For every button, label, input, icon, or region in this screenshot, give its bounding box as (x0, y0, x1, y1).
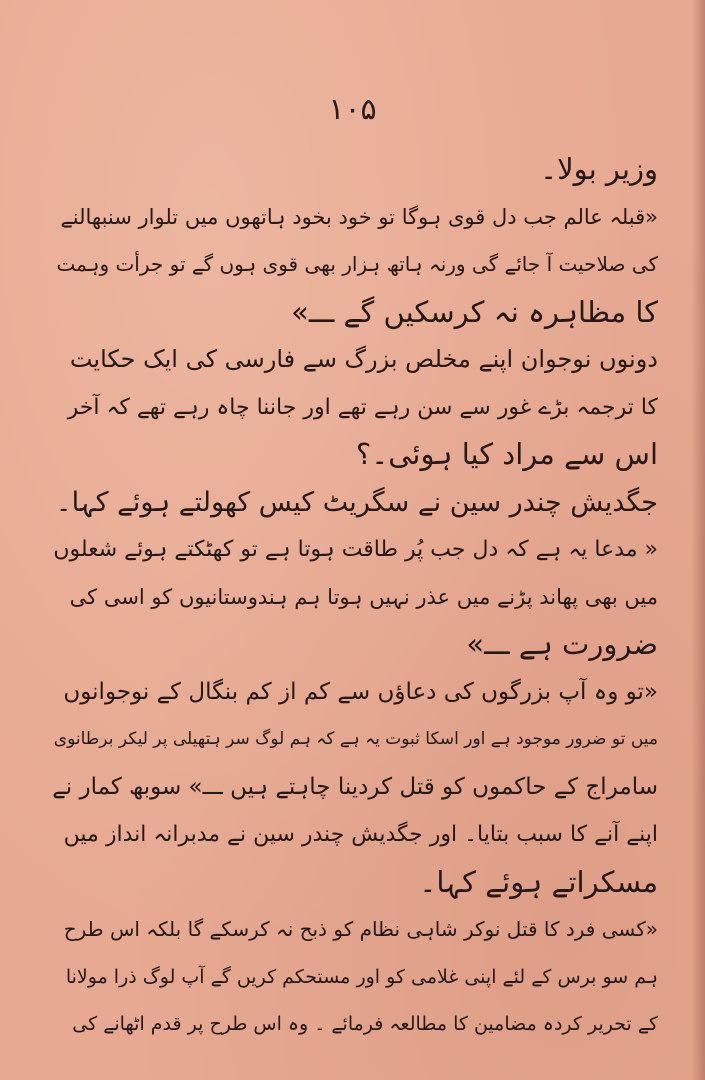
text-line: « مدعا یہ ہے کہ دل جب پُر طاقت ہوتا ہے تو کھٹکتے ہوئے شعلوں (53, 537, 658, 562)
page-body-text (46, 146, 658, 1049)
text-line: میں بھی پھاند پڑنے میں عذر نہیں ہوتا ہم ہندوستانیوں کو اسی کی (69, 584, 658, 609)
text-line: ہم سو برس کے لئے اپنی غلامی کو اور مستحکم کریں گے آپ لوگ ذرا مولانا (65, 965, 658, 988)
page-edge-shadow (691, 0, 705, 1080)
text-line: میں تو ضرور موجود ہے اور اسکا ثبوت یہ ہے کہ ہم لوگ سر ہتھیلی پر لیکر برطانوی (53, 729, 658, 749)
text-line: کا مظاہرہ نہ کرسکیں گے ـــ» (291, 294, 658, 329)
text-line: «کسی فرد کا قتل نوکر شاہی نظام کو ذبح نہ کرسکے گا بلکہ اس طرح (63, 917, 658, 941)
text-line: کے تحریر کردہ مضامین کا مطالعہ فرمائے ۔ وہ اس طرح پر قدم اٹھانے کی (72, 1013, 658, 1035)
text-line: «تو وہ آپ بزرگوں کی دعاؤں سے کم از کم بنگال کے نوجوانوں (63, 678, 658, 705)
text-line: مسکراتے ہوئے کہا۔ (419, 864, 658, 899)
text-line: وزیر بولا۔ (540, 152, 658, 186)
text-line: کا ترجمہ بڑے غور سے سن رہے تھے اور جاننا چاہ رہے تھے کہ آخر (67, 394, 658, 420)
text-line: سامراج کے حاکموں کو قتل کردینا چاہتے ہیں ـــ» سوبھ کمار نے (52, 773, 658, 800)
text-line: کی صلاحیت آ جائے گی ورنہ ہاتھ ہزار بھی قوی ہوں گے تو جرأت وہمت (56, 252, 658, 276)
text-line: اپنے آنے کا سبب بتایا۔ اور جگدیش چندر سین نے مدبرانہ انداز میں (63, 822, 658, 847)
text-line: ضرورت ہے ـــ» (466, 627, 658, 661)
text-line: دونوں نوجوان اپنے مخلص بزرگ سے فارسی کی ایک حکایت (69, 345, 658, 373)
text-line: اس سے مراد کیا ہوئی۔؟ (355, 437, 658, 471)
text-line: جگدیش چندر سین نے سگریٹ کیس کھولتے ہوئے کہا۔ (55, 486, 658, 518)
page-number: ۱۰۵ (328, 92, 377, 127)
text-line: «قبلہ عالم جب دل قوی ہوگا تو خود بخود ہاتھوں میں تلوار سنبھالنے (60, 204, 658, 229)
